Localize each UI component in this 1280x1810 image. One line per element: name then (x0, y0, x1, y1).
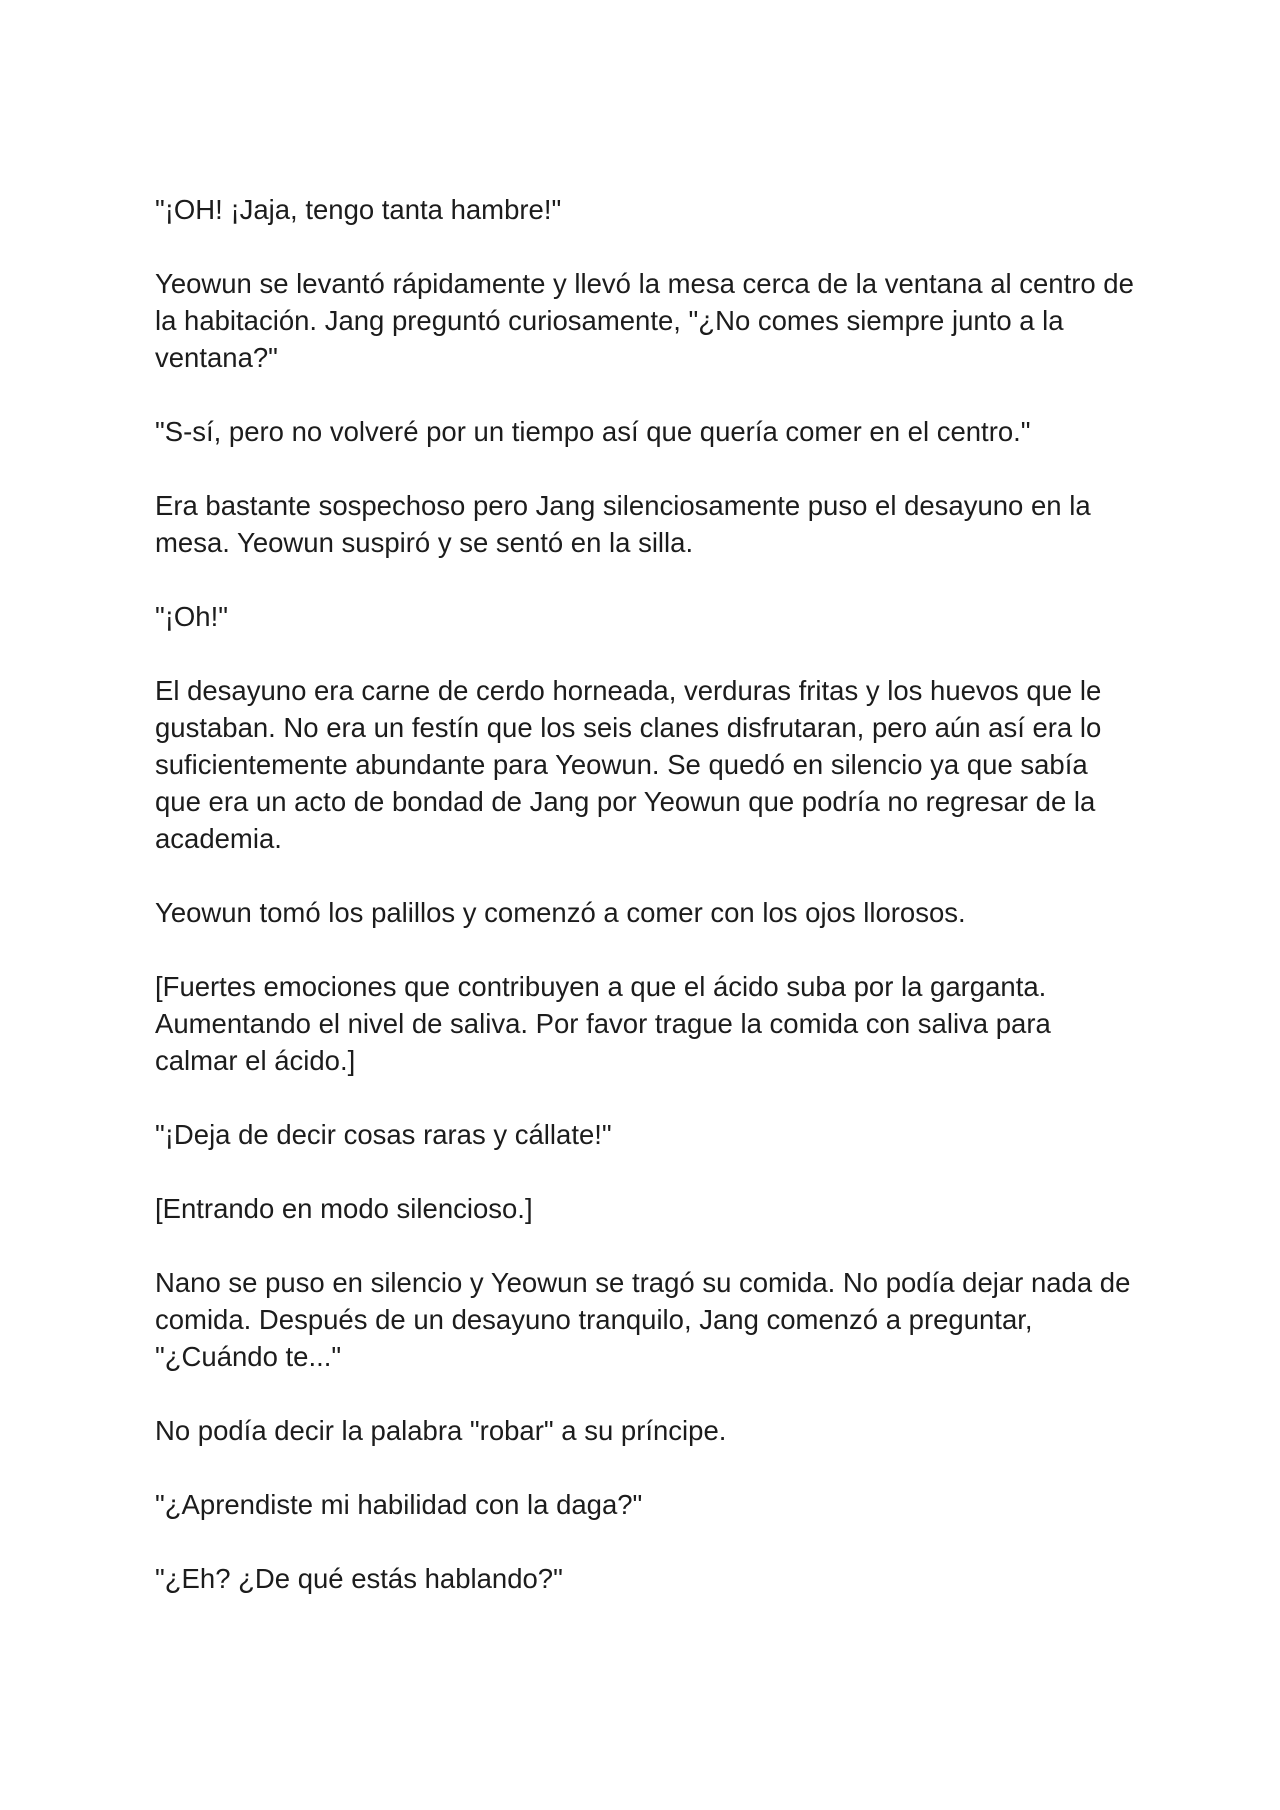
paragraph: Yeowun se levantó rápidamente y llevó la mesa cerca de la ventana al centro de la habitación. Jang preguntó curiosamente, "¿No comes siempre junto a la ventana?" (155, 268, 1134, 373)
paragraph: Nano se puso en silencio y Yeowun se tragó su comida. No podía dejar nada de comida. Después de un desayuno tranquilo, Jang comenzó a preguntar, "¿Cuándo te..." (155, 1267, 1131, 1372)
paragraph: "S-sí, pero no volveré por un tiempo así que quería comer en el centro." (155, 416, 1031, 447)
paragraph: [Entrando en modo silencioso.] (155, 1193, 533, 1224)
paragraph: [Fuertes emociones que contribuyen a que el ácido suba por la garganta. Aumentando el nivel de saliva. Por favor trague la comida con saliva para calmar el ácido.] (155, 971, 1051, 1076)
paragraph: "¿Aprendiste mi habilidad con la daga?" (155, 1489, 643, 1520)
paragraph: "¡Oh!" (155, 601, 229, 632)
paragraph: "¡Deja de decir cosas raras y cállate!" (155, 1119, 612, 1150)
paragraph: "¡OH! ¡Jaja, tengo tanta hambre!" (155, 194, 562, 225)
document-body (155, 191, 1135, 1634)
paragraph: Era bastante sospechoso pero Jang silenciosamente puso el desayuno en la mesa. Yeowun suspiró y se sentó en la silla. (155, 490, 1091, 558)
paragraph: No podía decir la palabra "robar" a su príncipe. (155, 1415, 727, 1446)
paragraph: El desayuno era carne de cerdo horneada, verduras fritas y los huevos que le gustaban. No era un festín que los seis clanes disfrutaran, pero aún así era lo suficientemente abundante para Yeowun. Se quedó en silencio ya que sabía que era un acto de bondad de Jang por Yeowun que podría no regresar de la academia. (155, 675, 1102, 854)
paragraph: Yeowun tomó los palillos y comenzó a comer con los ojos llorosos. (155, 897, 966, 928)
paragraph: "¿Eh? ¿De qué estás hablando?" (155, 1563, 563, 1594)
